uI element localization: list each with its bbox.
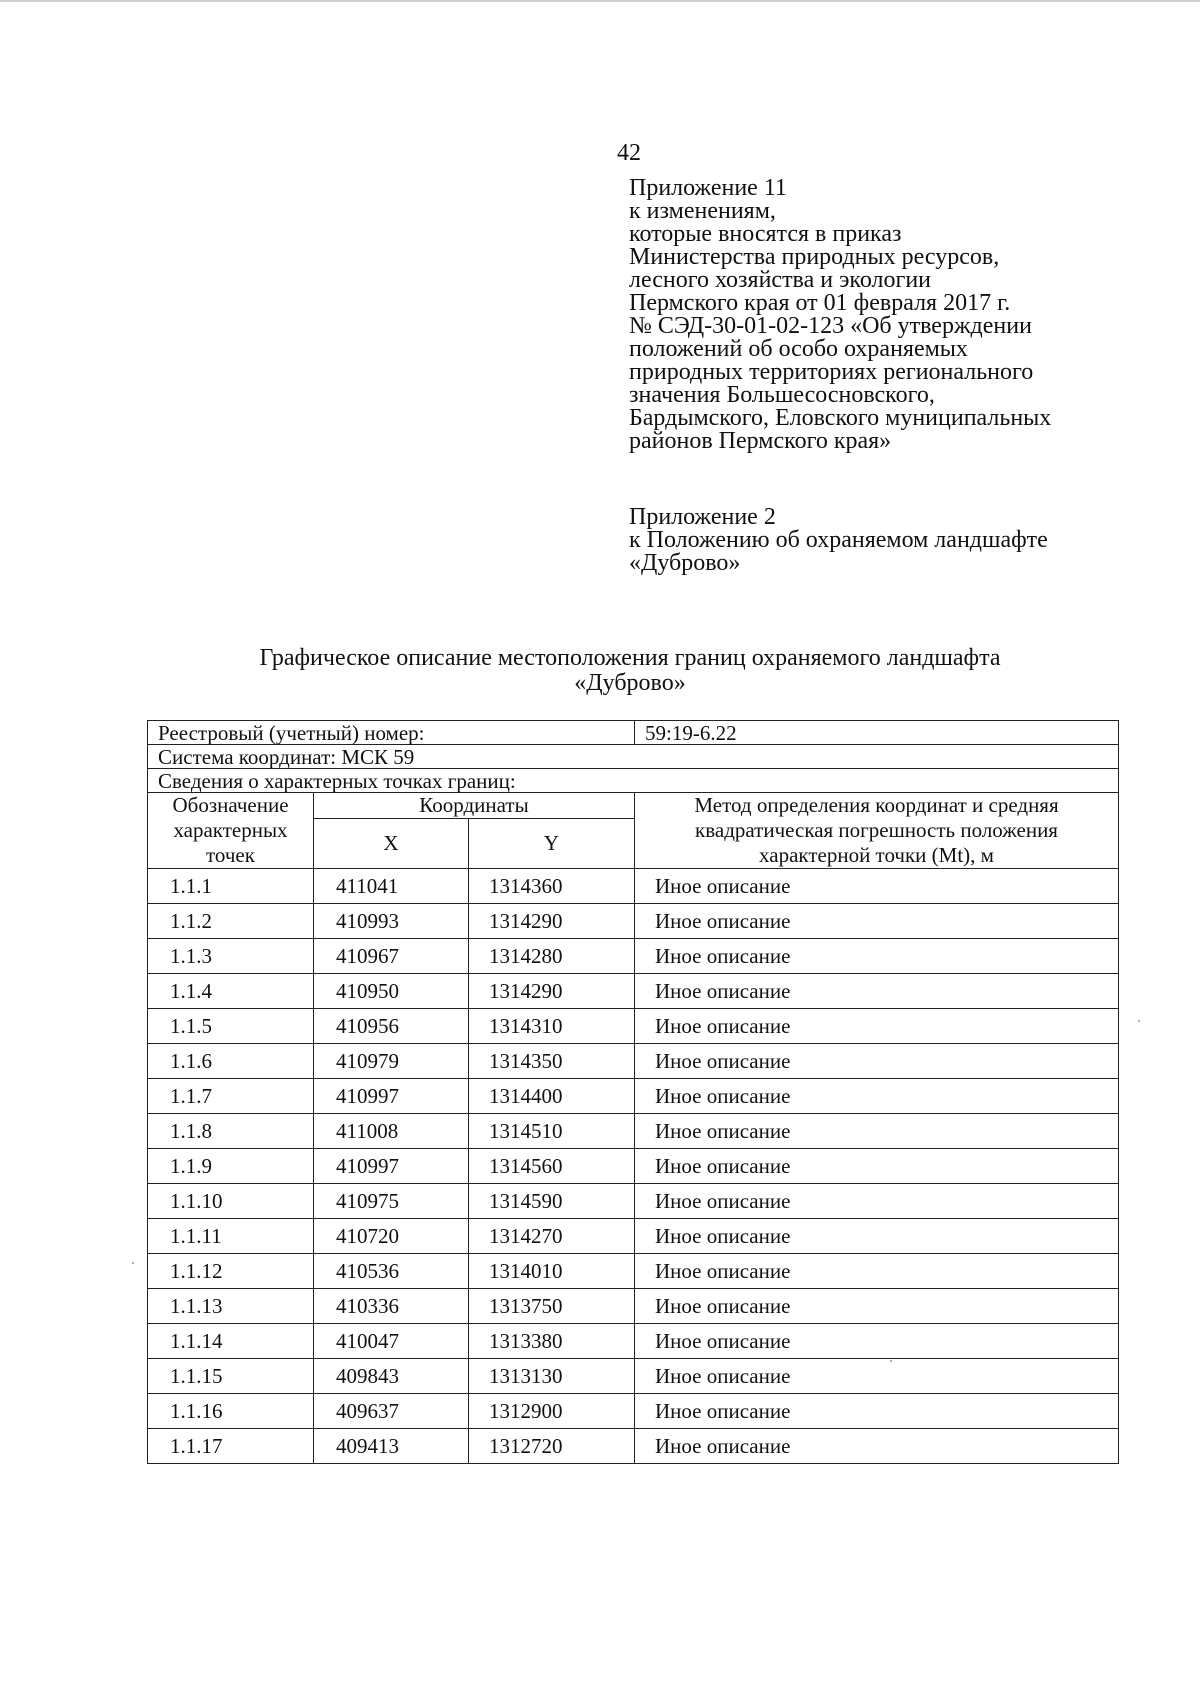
scan-speck	[890, 1360, 892, 1362]
y-cell: 1314270	[469, 1219, 635, 1254]
method-cell: Иное описание	[635, 1324, 1119, 1359]
registry-row	[148, 721, 1119, 745]
method-cell: Иное описание	[635, 1149, 1119, 1184]
table-row	[148, 974, 1119, 1009]
annex-2-header	[629, 506, 1149, 575]
annex-11-line: № СЭД-30-01-02-123 «Об утверждении	[629, 313, 1032, 339]
y-cell: 1314400	[469, 1079, 635, 1114]
annex-11-line: природных территориях регионального	[629, 359, 1034, 385]
x-cell: 410997	[314, 1149, 469, 1184]
table-row	[148, 1394, 1119, 1429]
method-cell: Иное описание	[635, 974, 1119, 1009]
table-row	[148, 1324, 1119, 1359]
y-cell: 1313130	[469, 1359, 635, 1394]
x-cell: 410720	[314, 1219, 469, 1254]
point-cell: 1.1.15	[148, 1359, 314, 1394]
y-cell: 1314560	[469, 1149, 635, 1184]
x-cell: 410997	[314, 1079, 469, 1114]
y-cell: 1314010	[469, 1254, 635, 1289]
scan-speck	[1138, 1020, 1140, 1022]
method-cell: Иное описание	[635, 1114, 1119, 1149]
annex-2-line: «Дуброво»	[629, 550, 741, 576]
annex-11-line: лесного хозяйства и экологии	[629, 267, 932, 293]
coord-system-row	[148, 745, 1119, 769]
document-title	[140, 646, 1120, 696]
point-cell: 1.1.6	[148, 1044, 314, 1079]
title-line: «Дуброво»	[574, 670, 686, 696]
table-row	[148, 1254, 1119, 1289]
annex-11-line: которые вносятся в приказ	[629, 221, 902, 247]
x-cell: 411041	[314, 869, 469, 904]
method-cell: Иное описание	[635, 1289, 1119, 1324]
method-cell: Иное описание	[635, 1254, 1119, 1289]
y-cell: 1314510	[469, 1114, 635, 1149]
annex-11-line: Министерства природных ресурсов,	[629, 244, 1000, 270]
annex-11-line: Пермского края от 01 февраля 2017 г.	[629, 290, 1011, 316]
x-cell: 409637	[314, 1394, 469, 1429]
x-cell: 410950	[314, 974, 469, 1009]
annex-11-line: Приложение 11	[629, 175, 787, 201]
table-row	[148, 1009, 1119, 1044]
x-cell: 410047	[314, 1324, 469, 1359]
y-cell: 1314290	[469, 904, 635, 939]
point-cell: 1.1.10	[148, 1184, 314, 1219]
point-cell: 1.1.7	[148, 1079, 314, 1114]
page-number: 42	[617, 140, 641, 166]
point-cell: 1.1.17	[148, 1429, 314, 1464]
point-cell: 1.1.9	[148, 1149, 314, 1184]
method-cell: Иное описание	[635, 1079, 1119, 1114]
method-cell: Иное описание	[635, 904, 1119, 939]
y-cell: 1314280	[469, 939, 635, 974]
table-row	[148, 939, 1119, 974]
registry-value: 59:19-6.22	[635, 721, 1119, 745]
annex-11-line: районов Пермского края»	[629, 428, 892, 454]
point-cell: 1.1.13	[148, 1289, 314, 1324]
point-cell: 1.1.1	[148, 869, 314, 904]
header-x: X	[314, 819, 469, 869]
x-cell: 410979	[314, 1044, 469, 1079]
annex-2-line: к Положению об охраняемом ландшафте	[629, 527, 1048, 553]
annex-11-line: положений об особо охраняемых	[629, 336, 968, 362]
header-point: Обозначение характерных точек	[148, 793, 314, 869]
point-cell: 1.1.8	[148, 1114, 314, 1149]
method-cell: Иное описание	[635, 1429, 1119, 1464]
table-row	[148, 904, 1119, 939]
table-row	[148, 1289, 1119, 1324]
annex-11-line: Бардымского, Еловского муниципальных	[629, 405, 1052, 431]
x-cell: 409843	[314, 1359, 469, 1394]
method-cell: Иное описание	[635, 1184, 1119, 1219]
header-row	[148, 793, 1119, 819]
x-cell: 409413	[314, 1429, 469, 1464]
coord-system: Система координат: МСК 59	[148, 745, 1119, 769]
registry-label: Реестровый (учетный) номер:	[148, 721, 635, 745]
y-cell: 1314590	[469, 1184, 635, 1219]
header-y: Y	[469, 819, 635, 869]
point-cell: 1.1.2	[148, 904, 314, 939]
y-cell: 1314290	[469, 974, 635, 1009]
annex-11-line: к изменениям,	[629, 198, 776, 224]
point-cell: 1.1.16	[148, 1394, 314, 1429]
y-cell: 1314360	[469, 869, 635, 904]
header-method: Метод определения координат и средняя квадратическая погрешность положения характерной точки (Mt), м	[635, 793, 1119, 869]
table-row	[148, 1079, 1119, 1114]
table-row	[148, 1044, 1119, 1079]
scan-speck	[132, 1262, 134, 1264]
method-cell: Иное описание	[635, 869, 1119, 904]
y-cell: 1314350	[469, 1044, 635, 1079]
points-info: Сведения о характерных точках границ:	[148, 769, 1119, 793]
x-cell: 410536	[314, 1254, 469, 1289]
method-cell: Иное описание	[635, 939, 1119, 974]
table-row	[148, 1114, 1119, 1149]
table-row	[148, 1149, 1119, 1184]
method-cell: Иное описание	[635, 1044, 1119, 1079]
x-cell: 410956	[314, 1009, 469, 1044]
title-line: Графическое описание местоположения границ охраняемого ландшафта	[259, 645, 1001, 671]
header-coords: Координаты	[314, 793, 635, 819]
x-cell: 410967	[314, 939, 469, 974]
coordinates-table	[147, 720, 1119, 1464]
method-cell: Иное описание	[635, 1009, 1119, 1044]
method-cell: Иное описание	[635, 1394, 1119, 1429]
x-cell: 411008	[314, 1114, 469, 1149]
y-cell: 1312720	[469, 1429, 635, 1464]
x-cell: 410336	[314, 1289, 469, 1324]
y-cell: 1312900	[469, 1394, 635, 1429]
annex-11-header	[629, 177, 1149, 453]
x-cell: 410993	[314, 904, 469, 939]
y-cell: 1313380	[469, 1324, 635, 1359]
table-row	[148, 1184, 1119, 1219]
points-info-row	[148, 769, 1119, 793]
table-row	[148, 1429, 1119, 1464]
x-cell: 410975	[314, 1184, 469, 1219]
point-cell: 1.1.11	[148, 1219, 314, 1254]
point-cell: 1.1.14	[148, 1324, 314, 1359]
annex-2-line: Приложение 2	[629, 504, 776, 530]
annex-11-line: значения Большесосновского,	[629, 382, 935, 408]
point-cell: 1.1.4	[148, 974, 314, 1009]
y-cell: 1314310	[469, 1009, 635, 1044]
y-cell: 1313750	[469, 1289, 635, 1324]
point-cell: 1.1.3	[148, 939, 314, 974]
table-row	[148, 869, 1119, 904]
point-cell: 1.1.5	[148, 1009, 314, 1044]
table-row	[148, 1219, 1119, 1254]
method-cell: Иное описание	[635, 1359, 1119, 1394]
point-cell: 1.1.12	[148, 1254, 314, 1289]
method-cell: Иное описание	[635, 1219, 1119, 1254]
table-row	[148, 1359, 1119, 1394]
scan-edge	[0, 0, 1200, 2]
